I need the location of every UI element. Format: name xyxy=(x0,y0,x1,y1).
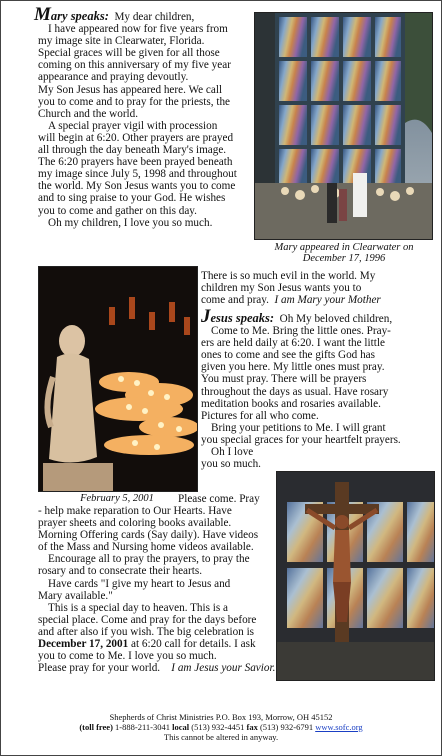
footer-address: Shepherds of Christ Ministries P.O. Box 193, Morrow, OH 45152 xyxy=(109,712,333,722)
jesus-line: ones to come and see the gifts God has xyxy=(201,349,375,362)
mary-continuation xyxy=(201,270,437,306)
jesus-line: Oh I love xyxy=(211,446,254,459)
mary-message xyxy=(34,4,252,229)
jesus-line: This is a special day to heaven. This is a xyxy=(48,601,228,614)
jesus-line: throughout the days as usual. Have rosary xyxy=(201,385,389,398)
mary-line: Church and the world. xyxy=(38,107,139,120)
crucifix-photo-image xyxy=(277,472,434,680)
mary-line: The 6:20 prayers have been prayed beneath xyxy=(38,156,233,169)
mary-line: all through the day beneath Mary's image. xyxy=(38,144,227,157)
statue-candles-photo xyxy=(38,266,198,492)
clearwater-building-photo xyxy=(254,12,433,240)
footer xyxy=(0,712,442,742)
fax-number: (513) 932-6791 xyxy=(257,722,316,732)
jesus-line: Bring your petitions to Me. I will grant xyxy=(211,421,386,434)
statue-photo-caption: February 5, 2001 xyxy=(80,493,154,504)
mary-line: Oh my children, I love you so much. xyxy=(48,216,213,229)
jesus-line: Encourage all to pray the prayers, to pray the xyxy=(48,553,250,566)
website-link[interactable]: www.sofc.org xyxy=(315,722,363,732)
jesus-line: you so much. xyxy=(201,458,261,471)
celebration-date: December 17, 2001 xyxy=(38,638,129,651)
statue-photo-image xyxy=(39,267,197,491)
jesus-line: Mary available." xyxy=(38,589,113,602)
mary-line: my image since July 5, 1998 and throughout xyxy=(38,168,237,181)
mary-line: coming on this anniversary of my five year xyxy=(38,59,231,72)
jesus-message-lower xyxy=(38,505,276,674)
crucifix-photo xyxy=(276,471,435,681)
mary-line: Special graces will be given for all those xyxy=(38,47,220,60)
mary-line: children my Son Jesus wants you to xyxy=(201,282,362,295)
mary-line: come and pray. xyxy=(201,294,269,307)
mary-greeting: My dear children, xyxy=(114,11,195,23)
mary-line: you to come and gather on this day. xyxy=(38,204,197,217)
mary-line: the world. My Son Jesus wants you to come xyxy=(38,180,236,193)
caption-line: Mary appeared in Clearwater on xyxy=(274,242,414,253)
tollfree-label: (toll free) xyxy=(79,722,113,732)
jesus-message xyxy=(201,306,439,471)
mary-line: you to come and to pray for the priests, the xyxy=(38,95,231,108)
jesus-line: Have cards "I give my heart to Jesus and xyxy=(48,577,231,590)
caption-line: December 17, 1996 xyxy=(302,253,386,264)
jesus-greeting: Oh My beloved children, xyxy=(279,313,393,325)
jesus-line: and after also if you wish. The big celebration is xyxy=(38,625,255,638)
mary-signature: I am Mary your Mother xyxy=(274,294,381,307)
jesus-line: ers are held daily at 6:20. I want the little xyxy=(201,337,385,350)
mary-line: my image site in Clearwater, Florida. xyxy=(38,35,205,48)
jesus-dropcap: J xyxy=(201,306,211,327)
jesus-line: - help make reparation to Our Hearts. Have xyxy=(38,505,232,517)
jesus-line: given you here. My little ones must pray. xyxy=(201,361,385,374)
jesus-line: Please pray for your world. xyxy=(38,662,161,675)
mary-line: appearance and praying devoutly. xyxy=(38,71,189,84)
fax-label: fax xyxy=(246,722,258,732)
mary-speaks-heading: ary speaks: xyxy=(50,9,109,23)
jesus-line: Come to Me. Bring the little ones. Pray- xyxy=(211,325,391,338)
mary-line: will begin at 6:20. Other prayers are prayed xyxy=(38,131,234,144)
mary-line: My Son Jesus has appeared here. We call xyxy=(38,83,223,96)
jesus-signature: I am Jesus your Savior. xyxy=(171,662,276,675)
jesus-line: You must pray. There will be prayers xyxy=(201,373,367,386)
jesus-line: Morning Offering cards (Say daily). Have videos xyxy=(38,529,259,542)
building-photo-caption xyxy=(252,242,436,264)
footer-notice: This cannot be altered in anyway. xyxy=(163,732,279,742)
jesus-line: rosary and to consecrate their hearts. xyxy=(38,565,203,578)
mary-line: and to sing praise to your God. He wishes xyxy=(38,192,226,205)
jesus-speaks-heading: esus speaks: xyxy=(210,311,275,325)
building-photo-image xyxy=(255,13,432,239)
local-number: (513) 932-4451 xyxy=(189,722,247,732)
jesus-line: you to come to Me. I love you so much. xyxy=(38,650,217,663)
mary-line: A special prayer vigil with procession xyxy=(48,119,218,132)
jesus-line: at 6:20 call for details. I ask xyxy=(128,638,256,651)
tollfree-number: 1-888-211-3041 xyxy=(112,722,173,732)
jesus-line: you special graces for your heartfelt prayers. xyxy=(201,433,401,446)
footer-contacts xyxy=(0,722,442,732)
jesus-please-come: Please come. Pray xyxy=(178,493,260,505)
jesus-line: meditation books and rosaries available. xyxy=(201,397,381,410)
mary-dropcap: M xyxy=(34,4,51,25)
jesus-line: of the Mass and Nursing home videos available. xyxy=(38,541,254,554)
jesus-line: special place. Come and pray for the days before xyxy=(38,613,257,626)
jesus-line: prayer sheets and coloring books available. xyxy=(38,517,232,530)
local-label: local xyxy=(172,722,190,732)
mary-line: I have appeared now for five years from xyxy=(48,23,228,36)
jesus-line: Pictures for all who come. xyxy=(201,409,319,422)
mary-line: There is so much evil in the world. My xyxy=(201,270,376,282)
